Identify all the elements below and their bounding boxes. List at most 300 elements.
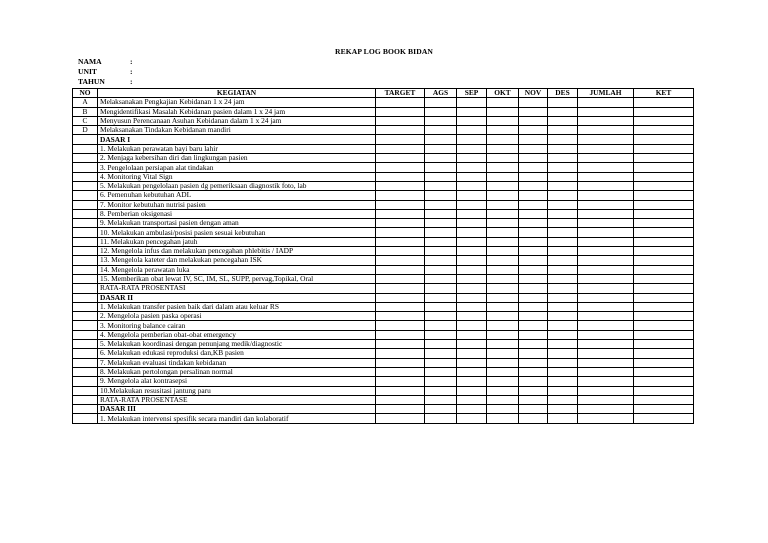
row-cell-sep[interactable] (457, 98, 487, 107)
row-cell-ket[interactable] (634, 191, 694, 200)
row-cell-des[interactable] (548, 414, 578, 423)
row-cell-target[interactable] (376, 386, 425, 395)
row-cell-ket[interactable] (634, 265, 694, 274)
row-cell-ags[interactable] (425, 191, 457, 200)
row-kegiatan: 6. Melakukan edukasi reproduksi dan,KB pasien (98, 349, 376, 358)
row-cell-nov[interactable] (519, 172, 548, 181)
row-cell-nov[interactable] (519, 209, 548, 218)
table-row (73, 405, 694, 414)
row-cell-okt[interactable] (487, 163, 519, 172)
row-cell-okt[interactable] (487, 284, 519, 293)
row-cell-jumlah[interactable] (578, 414, 634, 423)
row-cell-jumlah[interactable] (578, 247, 634, 256)
row-cell-ket[interactable] (634, 377, 694, 386)
row-cell-ags[interactable] (425, 126, 457, 135)
row-cell-sep[interactable] (457, 107, 487, 116)
row-cell-jumlah[interactable] (578, 256, 634, 265)
row-cell-des[interactable] (548, 191, 578, 200)
row-cell-ket[interactable] (634, 107, 694, 116)
table-row (73, 312, 694, 321)
row-cell-ket[interactable] (634, 135, 694, 144)
row-cell-ket[interactable] (634, 302, 694, 311)
row-kegiatan: 4. Monitoring Vital Sign (98, 172, 376, 181)
row-cell-target[interactable] (376, 126, 425, 135)
row-cell-okt[interactable] (487, 414, 519, 423)
row-cell-des[interactable] (548, 247, 578, 256)
row-cell-target[interactable] (376, 237, 425, 246)
row-cell-target[interactable] (376, 107, 425, 116)
row-cell-okt[interactable] (487, 98, 519, 107)
row-cell-ags[interactable] (425, 265, 457, 274)
row-cell-nov[interactable] (519, 358, 548, 367)
row-cell-jumlah[interactable] (578, 367, 634, 376)
row-cell-sep[interactable] (457, 200, 487, 209)
row-cell-sep[interactable] (457, 219, 487, 228)
row-cell-jumlah[interactable] (578, 191, 634, 200)
row-cell-ags[interactable] (425, 172, 457, 181)
row-cell-jumlah[interactable] (578, 163, 634, 172)
row-cell-okt[interactable] (487, 274, 519, 283)
row-cell-sep[interactable] (457, 349, 487, 358)
row-cell-ket[interactable] (634, 395, 694, 404)
row-cell-ket[interactable] (634, 219, 694, 228)
row-cell-okt[interactable] (487, 302, 519, 311)
row-cell-target[interactable] (376, 358, 425, 367)
row-cell-target[interactable] (376, 330, 425, 339)
row-cell-jumlah[interactable] (578, 98, 634, 107)
row-cell-target[interactable] (376, 163, 425, 172)
row-kegiatan: Menyusun Perencanaan Asuhan Kebidanan dalam 1 x 24 jam (98, 116, 376, 125)
row-cell-nov[interactable] (519, 265, 548, 274)
row-cell-ags[interactable] (425, 349, 457, 358)
row-cell-ags[interactable] (425, 200, 457, 209)
row-cell-jumlah[interactable] (578, 228, 634, 237)
row-cell-des[interactable] (548, 367, 578, 376)
row-cell-target[interactable] (376, 219, 425, 228)
row-cell-okt[interactable] (487, 293, 519, 302)
row-cell-nov[interactable] (519, 284, 548, 293)
row-cell-jumlah[interactable] (578, 154, 634, 163)
row-cell-okt[interactable] (487, 209, 519, 218)
row-cell-ket[interactable] (634, 386, 694, 395)
row-cell-des[interactable] (548, 340, 578, 349)
row-cell-des[interactable] (548, 321, 578, 330)
row-cell-okt[interactable] (487, 386, 519, 395)
row-cell-target[interactable] (376, 154, 425, 163)
row-cell-ket[interactable] (634, 144, 694, 153)
row-cell-sep[interactable] (457, 228, 487, 237)
row-cell-ags[interactable] (425, 209, 457, 218)
row-cell-okt[interactable] (487, 181, 519, 190)
row-cell-ket[interactable] (634, 367, 694, 376)
row-cell-ket[interactable] (634, 98, 694, 107)
row-cell-ket[interactable] (634, 358, 694, 367)
row-cell-okt[interactable] (487, 237, 519, 246)
row-cell-des[interactable] (548, 377, 578, 386)
row-cell-jumlah[interactable] (578, 321, 634, 330)
row-cell-nov[interactable] (519, 395, 548, 404)
row-cell-sep[interactable] (457, 302, 487, 311)
row-cell-des[interactable] (548, 200, 578, 209)
row-cell-ags[interactable] (425, 340, 457, 349)
row-cell-nov[interactable] (519, 274, 548, 283)
row-cell-okt[interactable] (487, 191, 519, 200)
row-cell-nov[interactable] (519, 340, 548, 349)
row-cell-jumlah[interactable] (578, 144, 634, 153)
row-cell-okt[interactable] (487, 312, 519, 321)
row-cell-target[interactable] (376, 200, 425, 209)
row-cell-sep[interactable] (457, 386, 487, 395)
row-cell-sep[interactable] (457, 191, 487, 200)
row-cell-sep[interactable] (457, 126, 487, 135)
row-cell-sep[interactable] (457, 135, 487, 144)
row-cell-okt[interactable] (487, 200, 519, 209)
row-cell-sep[interactable] (457, 237, 487, 246)
row-cell-nov[interactable] (519, 330, 548, 339)
row-cell-des[interactable] (548, 228, 578, 237)
row-cell-sep[interactable] (457, 274, 487, 283)
row-no (73, 312, 98, 321)
row-cell-okt[interactable] (487, 116, 519, 125)
row-cell-nov[interactable] (519, 107, 548, 116)
row-no (73, 405, 98, 414)
row-cell-des[interactable] (548, 256, 578, 265)
row-cell-jumlah[interactable] (578, 284, 634, 293)
row-cell-target[interactable] (376, 414, 425, 423)
row-cell-ket[interactable] (634, 414, 694, 423)
row-cell-sep[interactable] (457, 116, 487, 125)
row-cell-sep[interactable] (457, 154, 487, 163)
row-cell-nov[interactable] (519, 247, 548, 256)
row-cell-ags[interactable] (425, 247, 457, 256)
row-cell-des[interactable] (548, 330, 578, 339)
row-cell-nov[interactable] (519, 293, 548, 302)
row-cell-okt[interactable] (487, 330, 519, 339)
row-cell-okt[interactable] (487, 219, 519, 228)
row-cell-jumlah[interactable] (578, 107, 634, 116)
row-cell-target[interactable] (376, 181, 425, 190)
row-cell-jumlah[interactable] (578, 116, 634, 125)
row-cell-jumlah[interactable] (578, 293, 634, 302)
row-cell-ags[interactable] (425, 181, 457, 190)
row-no (73, 228, 98, 237)
row-cell-ags[interactable] (425, 321, 457, 330)
row-cell-nov[interactable] (519, 237, 548, 246)
row-cell-target[interactable] (376, 395, 425, 404)
row-cell-ags[interactable] (425, 358, 457, 367)
row-cell-ket[interactable] (634, 349, 694, 358)
row-cell-sep[interactable] (457, 358, 487, 367)
row-cell-sep[interactable] (457, 293, 487, 302)
row-cell-jumlah[interactable] (578, 377, 634, 386)
row-cell-sep[interactable] (457, 265, 487, 274)
row-cell-ags[interactable] (425, 330, 457, 339)
row-cell-des[interactable] (548, 116, 578, 125)
row-cell-ket[interactable] (634, 321, 694, 330)
row-cell-ket[interactable] (634, 172, 694, 181)
row-cell-jumlah[interactable] (578, 135, 634, 144)
row-cell-des[interactable] (548, 349, 578, 358)
row-cell-des[interactable] (548, 209, 578, 218)
row-cell-ket[interactable] (634, 312, 694, 321)
row-cell-target[interactable] (376, 116, 425, 125)
row-cell-ags[interactable] (425, 312, 457, 321)
row-cell-nov[interactable] (519, 312, 548, 321)
row-cell-des[interactable] (548, 395, 578, 404)
row-cell-jumlah[interactable] (578, 340, 634, 349)
row-cell-nov[interactable] (519, 191, 548, 200)
document-title: REKAP LOG BOOK BIDAN (335, 47, 433, 56)
row-cell-okt[interactable] (487, 377, 519, 386)
row-cell-ket[interactable] (634, 237, 694, 246)
row-cell-nov[interactable] (519, 98, 548, 107)
row-cell-ket[interactable] (634, 405, 694, 414)
row-cell-des[interactable] (548, 98, 578, 107)
row-cell-jumlah[interactable] (578, 405, 634, 414)
row-cell-des[interactable] (548, 126, 578, 135)
row-cell-jumlah[interactable] (578, 274, 634, 283)
row-cell-nov[interactable] (519, 228, 548, 237)
row-cell-nov[interactable] (519, 135, 548, 144)
row-cell-target[interactable] (376, 265, 425, 274)
row-cell-okt[interactable] (487, 107, 519, 116)
row-cell-ags[interactable] (425, 163, 457, 172)
row-cell-jumlah[interactable] (578, 181, 634, 190)
row-cell-nov[interactable] (519, 154, 548, 163)
row-cell-nov[interactable] (519, 144, 548, 153)
row-cell-jumlah[interactable] (578, 330, 634, 339)
row-cell-okt[interactable] (487, 172, 519, 181)
row-cell-sep[interactable] (457, 321, 487, 330)
row-cell-okt[interactable] (487, 405, 519, 414)
row-cell-ket[interactable] (634, 247, 694, 256)
row-cell-jumlah[interactable] (578, 358, 634, 367)
row-cell-ags[interactable] (425, 228, 457, 237)
row-cell-okt[interactable] (487, 256, 519, 265)
row-cell-ags[interactable] (425, 237, 457, 246)
row-cell-okt[interactable] (487, 367, 519, 376)
row-cell-nov[interactable] (519, 256, 548, 265)
row-cell-nov[interactable] (519, 116, 548, 125)
row-cell-ags[interactable] (425, 293, 457, 302)
row-cell-sep[interactable] (457, 163, 487, 172)
row-cell-jumlah[interactable] (578, 200, 634, 209)
row-kegiatan: 3. Monitoring balance cairan (98, 321, 376, 330)
row-cell-des[interactable] (548, 293, 578, 302)
row-cell-jumlah[interactable] (578, 395, 634, 404)
row-cell-ags[interactable] (425, 377, 457, 386)
row-cell-target[interactable] (376, 256, 425, 265)
row-cell-ags[interactable] (425, 274, 457, 283)
row-no (73, 200, 98, 209)
row-cell-des[interactable] (548, 219, 578, 228)
row-kegiatan: DASAR III (98, 405, 376, 414)
row-cell-jumlah[interactable] (578, 219, 634, 228)
row-cell-des[interactable] (548, 302, 578, 311)
row-cell-target[interactable] (376, 228, 425, 237)
row-cell-target[interactable] (376, 209, 425, 218)
row-cell-des[interactable] (548, 312, 578, 321)
row-cell-ags[interactable] (425, 135, 457, 144)
row-cell-ags[interactable] (425, 116, 457, 125)
row-no (73, 358, 98, 367)
row-cell-sep[interactable] (457, 377, 487, 386)
row-cell-target[interactable] (376, 274, 425, 283)
row-cell-nov[interactable] (519, 414, 548, 423)
row-cell-ags[interactable] (425, 256, 457, 265)
row-cell-jumlah[interactable] (578, 172, 634, 181)
row-cell-jumlah[interactable] (578, 349, 634, 358)
row-cell-des[interactable] (548, 265, 578, 274)
row-cell-ags[interactable] (425, 219, 457, 228)
row-cell-des[interactable] (548, 274, 578, 283)
row-cell-nov[interactable] (519, 302, 548, 311)
row-cell-nov[interactable] (519, 386, 548, 395)
row-kegiatan: RATA-RATA PROSENTASE (98, 395, 376, 404)
row-cell-ket[interactable] (634, 163, 694, 172)
row-cell-nov[interactable] (519, 367, 548, 376)
row-cell-ags[interactable] (425, 284, 457, 293)
row-cell-target[interactable] (376, 191, 425, 200)
row-cell-nov[interactable] (519, 219, 548, 228)
row-cell-target[interactable] (376, 144, 425, 153)
row-cell-target[interactable] (376, 405, 425, 414)
row-cell-sep[interactable] (457, 367, 487, 376)
row-cell-okt[interactable] (487, 247, 519, 256)
row-cell-ket[interactable] (634, 228, 694, 237)
row-cell-des[interactable] (548, 358, 578, 367)
row-cell-sep[interactable] (457, 395, 487, 404)
row-cell-des[interactable] (548, 135, 578, 144)
row-cell-target[interactable] (376, 172, 425, 181)
row-cell-des[interactable] (548, 405, 578, 414)
row-cell-sep[interactable] (457, 414, 487, 423)
row-cell-jumlah[interactable] (578, 209, 634, 218)
row-cell-target[interactable] (376, 247, 425, 256)
row-cell-ket[interactable] (634, 340, 694, 349)
row-cell-sep[interactable] (457, 405, 487, 414)
row-cell-ket[interactable] (634, 330, 694, 339)
row-cell-target[interactable] (376, 321, 425, 330)
row-cell-target[interactable] (376, 367, 425, 376)
row-cell-nov[interactable] (519, 181, 548, 190)
row-cell-ags[interactable] (425, 386, 457, 395)
row-cell-des[interactable] (548, 172, 578, 181)
row-cell-sep[interactable] (457, 312, 487, 321)
row-cell-sep[interactable] (457, 284, 487, 293)
row-cell-okt[interactable] (487, 135, 519, 144)
row-cell-okt[interactable] (487, 144, 519, 153)
row-cell-nov[interactable] (519, 349, 548, 358)
col-header-sep: SEP (457, 89, 487, 98)
row-cell-des[interactable] (548, 107, 578, 116)
row-cell-okt[interactable] (487, 126, 519, 135)
row-cell-des[interactable] (548, 237, 578, 246)
row-cell-ket[interactable] (634, 181, 694, 190)
row-cell-target[interactable] (376, 340, 425, 349)
row-cell-okt[interactable] (487, 321, 519, 330)
row-cell-target[interactable] (376, 284, 425, 293)
row-cell-ags[interactable] (425, 98, 457, 107)
row-cell-nov[interactable] (519, 126, 548, 135)
row-cell-des[interactable] (548, 386, 578, 395)
row-cell-des[interactable] (548, 284, 578, 293)
row-cell-jumlah[interactable] (578, 312, 634, 321)
row-cell-des[interactable] (548, 163, 578, 172)
row-cell-nov[interactable] (519, 321, 548, 330)
row-cell-sep[interactable] (457, 247, 487, 256)
row-cell-sep[interactable] (457, 181, 487, 190)
row-cell-sep[interactable] (457, 172, 487, 181)
row-cell-sep[interactable] (457, 209, 487, 218)
row-cell-ket[interactable] (634, 126, 694, 135)
row-cell-nov[interactable] (519, 377, 548, 386)
row-cell-ags[interactable] (425, 302, 457, 311)
row-cell-ket[interactable] (634, 293, 694, 302)
row-cell-jumlah[interactable] (578, 302, 634, 311)
row-cell-ket[interactable] (634, 274, 694, 283)
row-cell-okt[interactable] (487, 340, 519, 349)
row-cell-target[interactable] (376, 302, 425, 311)
table-row (73, 395, 694, 404)
row-cell-target[interactable] (376, 293, 425, 302)
row-cell-sep[interactable] (457, 144, 487, 153)
row-cell-des[interactable] (548, 144, 578, 153)
col-header-okt: OKT (487, 89, 519, 98)
row-cell-nov[interactable] (519, 405, 548, 414)
row-cell-jumlah[interactable] (578, 126, 634, 135)
row-cell-nov[interactable] (519, 163, 548, 172)
row-cell-okt[interactable] (487, 349, 519, 358)
row-cell-okt[interactable] (487, 154, 519, 163)
row-cell-ags[interactable] (425, 405, 457, 414)
row-cell-okt[interactable] (487, 265, 519, 274)
row-cell-okt[interactable] (487, 228, 519, 237)
row-cell-ket[interactable] (634, 209, 694, 218)
row-cell-okt[interactable] (487, 395, 519, 404)
row-cell-nov[interactable] (519, 200, 548, 209)
row-cell-jumlah[interactable] (578, 265, 634, 274)
row-kegiatan: 3. Pengelolaan persiapan alat tindakan (98, 163, 376, 172)
row-cell-ags[interactable] (425, 395, 457, 404)
table-header-row (73, 89, 694, 98)
row-cell-ags[interactable] (425, 144, 457, 153)
row-cell-ags[interactable] (425, 154, 457, 163)
row-cell-sep[interactable] (457, 330, 487, 339)
row-cell-ket[interactable] (634, 116, 694, 125)
row-cell-jumlah[interactable] (578, 237, 634, 246)
row-cell-ags[interactable] (425, 367, 457, 376)
row-cell-target[interactable] (376, 349, 425, 358)
row-cell-sep[interactable] (457, 256, 487, 265)
row-cell-target[interactable] (376, 135, 425, 144)
row-cell-ags[interactable] (425, 107, 457, 116)
row-cell-des[interactable] (548, 181, 578, 190)
row-cell-ket[interactable] (634, 284, 694, 293)
row-cell-ket[interactable] (634, 256, 694, 265)
row-cell-ags[interactable] (425, 414, 457, 423)
row-cell-target[interactable] (376, 377, 425, 386)
row-cell-target[interactable] (376, 312, 425, 321)
row-cell-jumlah[interactable] (578, 386, 634, 395)
row-cell-okt[interactable] (487, 358, 519, 367)
row-cell-des[interactable] (548, 154, 578, 163)
row-cell-target[interactable] (376, 98, 425, 107)
row-cell-ket[interactable] (634, 154, 694, 163)
row-cell-ket[interactable] (634, 200, 694, 209)
row-cell-sep[interactable] (457, 340, 487, 349)
table-row (73, 274, 694, 283)
